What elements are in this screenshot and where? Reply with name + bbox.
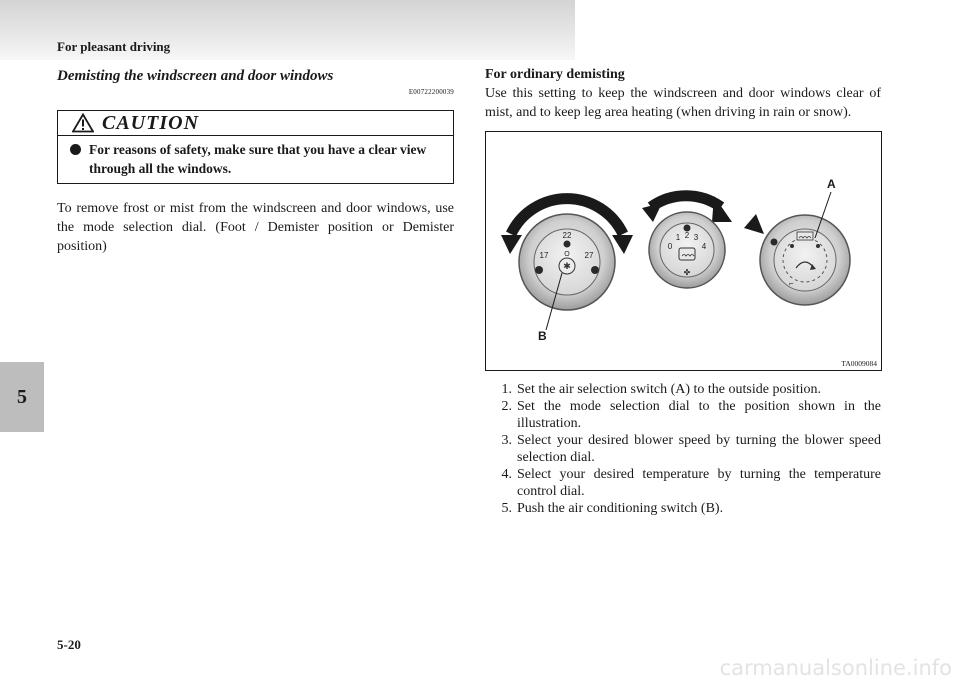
blower-label-4: 4 [701, 242, 707, 251]
warning-triangle-icon [72, 113, 94, 133]
section-title: Demisting the windscreen and door windows [57, 68, 334, 84]
arrow-head-left-icon [642, 203, 662, 222]
list-item: 4. Select your desired temperature by turning the temperature control dial. [501, 467, 881, 499]
caution-header [58, 111, 453, 136]
blower-label-2: 2 [684, 231, 690, 240]
blower-label-1: 1 [675, 233, 681, 242]
reference-code: E00722200039 [408, 88, 454, 96]
ordinary-demisting-paragraph: Use this setting to keep the windscreen and door windows clear of mist, and to keep leg area heating (when driving in rain or snow). [485, 86, 881, 120]
section-header: For pleasant driving [57, 39, 171, 54]
rear-defrost-button[interactable] [679, 248, 695, 260]
temp-label-27: 27 [584, 251, 594, 260]
callout-a: A [827, 177, 836, 191]
caution-box [57, 110, 454, 184]
caution-label: CAUTION [102, 111, 200, 134]
blower-label-0: 0 [667, 242, 673, 251]
list-item: 1. Set the air selection switch (A) to the outside position. [501, 382, 822, 397]
list-item: 2. Set the mode selection dial to the position shown in the illustration. [501, 399, 881, 431]
chapter-tab [0, 362, 44, 432]
left-column [57, 66, 454, 256]
right-column [485, 66, 881, 517]
rotation-arrow-blower [651, 196, 721, 207]
blower-speed-dial[interactable] [642, 196, 732, 288]
air-selection-switch[interactable] [797, 232, 813, 240]
temp-label-17: 17 [539, 251, 549, 260]
list-item: 3. Select your desired blower speed by turning the blower speed selection dial. [501, 433, 881, 465]
arrow-head-right-icon [712, 196, 732, 222]
snowflake-icon: ✱ [563, 261, 571, 271]
mode-selection-dial[interactable] [744, 177, 850, 305]
temp-center-label: O [564, 251, 570, 258]
watermark: carmanualsonline.info [719, 656, 952, 680]
callout-b: B [538, 329, 547, 343]
caution-body [58, 136, 453, 183]
chapter-number: 5 [17, 385, 27, 408]
page-number: 5-20 [57, 637, 81, 652]
temp-label-22: 22 [562, 231, 572, 240]
blower-label-3: 3 [693, 233, 699, 242]
position-pointer-arrow-icon [744, 214, 764, 234]
arrow-head-left-icon [501, 235, 522, 254]
arrow-head-right-icon [612, 235, 633, 254]
list-item: 5. Push the air conditioning switch (B). [501, 501, 724, 516]
climate-control-figure [485, 131, 882, 371]
intro-paragraph: To remove frost or mist from the windscreen and door windows, use the mode selection dial. (Foot / Demister position or Demister position) [57, 201, 454, 254]
temperature-dial[interactable] [501, 199, 633, 343]
bullet-icon [70, 144, 81, 155]
subheading: For ordinary demisting [485, 67, 625, 82]
fan-icon: ✤ [683, 268, 691, 277]
figure-code: TA0009084 [841, 359, 877, 368]
steps-list [485, 381, 881, 517]
foot-icon: ⌐ [789, 279, 794, 288]
caution-text: For reasons of safety, make sure that you have a clear view through all the windows. [89, 142, 427, 176]
